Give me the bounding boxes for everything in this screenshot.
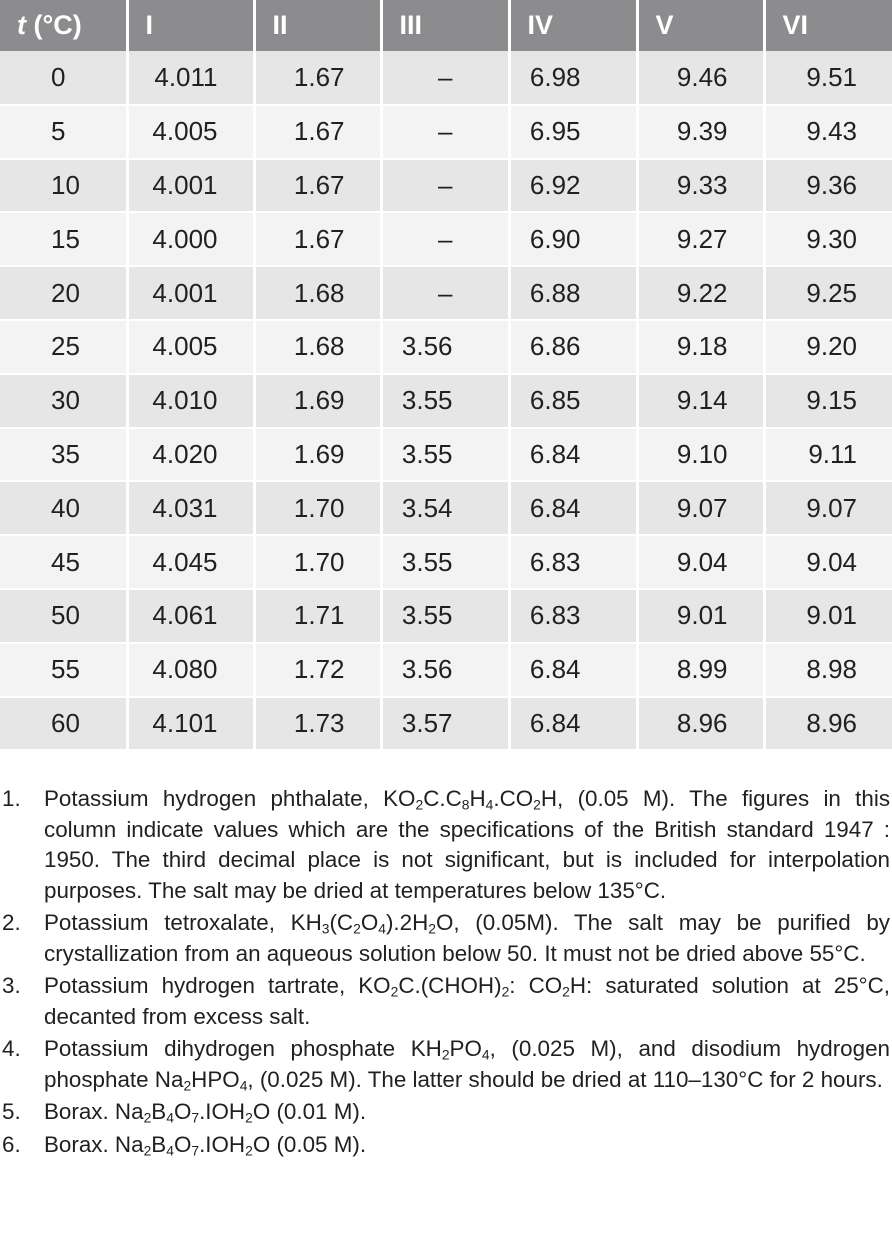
temperature-cell: 30	[0, 374, 127, 428]
footnote-text	[44, 1130, 892, 1161]
footnote-text-part: PO	[449, 1036, 482, 1061]
ph-value-cell: 1.70	[254, 481, 381, 535]
temperature-cell: 5	[0, 105, 127, 159]
subscript: 2	[562, 983, 570, 1000]
ph-value-cell: 6.84	[509, 481, 637, 535]
ph-value-cell: 9.07	[637, 481, 764, 535]
ph-value-cell: 6.84	[509, 697, 637, 751]
temperature-cell: 50	[0, 589, 127, 643]
ph-value-cell: 6.84	[509, 643, 637, 697]
ph-value-cell: 6.98	[509, 51, 637, 105]
table-row	[0, 481, 892, 535]
footnote-text-part: HPO	[191, 1066, 240, 1092]
table-row	[0, 320, 892, 374]
subscript: 7	[191, 1141, 200, 1158]
ph-value-cell: 9.11	[764, 428, 892, 482]
ph-value-cell: 4.101	[127, 697, 254, 751]
ph-value-cell: 1.69	[254, 428, 381, 482]
header-col-4: IV	[509, 0, 637, 51]
table-row	[0, 428, 892, 482]
ph-value-cell: 9.01	[637, 589, 764, 643]
footnote-text-part: .IOH	[199, 1099, 246, 1124]
ph-value-cell: 9.43	[764, 105, 892, 159]
subscript: 2	[390, 983, 399, 1000]
subscript: 2	[353, 920, 361, 937]
footnote-text-part: C.C	[423, 786, 462, 811]
header-temperature	[0, 0, 127, 51]
ph-value-cell: 1.72	[254, 643, 381, 697]
ph-value-cell: –	[381, 105, 509, 159]
ph-value-cell: 6.84	[509, 428, 637, 482]
footnote-text	[44, 971, 892, 1032]
footnote-text-part: B	[151, 1131, 167, 1157]
footnote-number: 6.	[2, 1131, 21, 1157]
footnote-number: 4.	[2, 1036, 21, 1061]
footnote-text-part: H, (0.05 M). The figures in this column indicate values which are the specifications of the British standard 1947 : 1950. The third decimal place is not significant, but is included for interpolation purposes. The salt may be dried at temperatures below 135°C.	[44, 786, 891, 903]
ph-value-cell: 3.55	[381, 374, 509, 428]
temperature-cell: 55	[0, 643, 127, 697]
ph-value-cell: 1.67	[254, 105, 381, 159]
ph-value-cell: 4.011	[127, 51, 254, 105]
footnote-text-part: C.(CHOH)	[398, 973, 502, 998]
footnote-text-part: , (0.025 M). The latter should be dried at 110–130°C for 2 hours.	[247, 1066, 883, 1092]
temperature-symbol: t	[17, 10, 26, 40]
ph-value-cell: 3.56	[381, 320, 509, 374]
subscript: 2	[501, 983, 510, 1000]
subscript: 2	[441, 1046, 450, 1063]
ph-value-cell: 3.54	[381, 481, 509, 535]
temperature-cell: 60	[0, 697, 127, 751]
footnote-text-part: O, (0.05M). The salt may be purified by crystallization from an aqueous solution below 50. It must not be dried above 55°C.	[44, 910, 890, 966]
subscript: 2	[143, 1109, 152, 1126]
ph-value-cell: 6.86	[509, 320, 637, 374]
ph-value-cell: 3.57	[381, 697, 509, 751]
footnotes	[0, 784, 892, 1162]
ph-value-cell: 3.55	[381, 535, 509, 589]
footnote-text-part: B	[151, 1099, 167, 1124]
ph-value-cell: 6.90	[509, 212, 637, 266]
ph-value-cell: –	[381, 266, 509, 320]
table-row	[0, 589, 892, 643]
ph-value-cell: 6.85	[509, 374, 637, 428]
footnote-text-part: H: saturated solution at 25°C, decanted from excess salt.	[44, 973, 890, 1029]
ph-value-cell: 1.70	[254, 535, 381, 589]
temperature-cell: 15	[0, 212, 127, 266]
table-row	[0, 374, 892, 428]
table-row	[0, 266, 892, 320]
ph-value-cell: 9.20	[764, 320, 892, 374]
ph-value-cell: 9.10	[637, 428, 764, 482]
subscript: 2	[533, 796, 541, 813]
ph-value-cell: 9.22	[637, 266, 764, 320]
ph-value-cell: 8.99	[637, 643, 764, 697]
subscript: 2	[245, 1109, 253, 1126]
footnote-item	[0, 784, 892, 906]
subscript: 2	[143, 1141, 152, 1158]
ph-value-cell: 6.95	[509, 105, 637, 159]
footnote-item	[0, 1034, 892, 1095]
footnote-text-part: .IOH	[199, 1131, 246, 1157]
ph-value-cell: 1.73	[254, 697, 381, 751]
subscript: 4	[485, 796, 494, 813]
subscript: 2	[415, 796, 424, 813]
ph-value-cell: 8.96	[637, 697, 764, 751]
subscript: 4	[166, 1141, 174, 1158]
ph-value-cell: 1.69	[254, 374, 381, 428]
ph-value-cell: 9.14	[637, 374, 764, 428]
ph-value-cell: 4.010	[127, 374, 254, 428]
ph-value-cell: –	[381, 51, 509, 105]
footnote-text-part: ).2H	[385, 910, 429, 935]
footnote-item	[0, 1130, 892, 1161]
footnote-text-part: Potassium hydrogen tartrate, KO	[44, 973, 391, 998]
subscript: 4	[481, 1046, 490, 1063]
footnote-text-part: , (0.025 M), and disodium hydrogen phosphate Na	[44, 1036, 890, 1092]
ph-value-cell: 1.68	[254, 320, 381, 374]
footnote-number: 1.	[2, 786, 21, 811]
ph-value-cell: 9.39	[637, 105, 764, 159]
temperature-cell: 35	[0, 428, 127, 482]
footnote-text-part: .CO	[493, 786, 534, 811]
ph-value-cell: 9.33	[637, 159, 764, 213]
subscript: 4	[239, 1076, 248, 1093]
table-row	[0, 643, 892, 697]
subscript: 3	[321, 920, 330, 937]
footnote-item	[0, 908, 892, 969]
ph-value-cell: 4.031	[127, 481, 254, 535]
temperature-cell: 25	[0, 320, 127, 374]
ph-value-cell: 4.000	[127, 212, 254, 266]
footnote-text-part: Potassium dihydrogen phosphate KH	[44, 1036, 442, 1061]
subscript: 2	[428, 920, 436, 937]
ph-value-cell: 9.46	[637, 51, 764, 105]
table-row	[0, 51, 892, 105]
subscript: 4	[166, 1109, 174, 1126]
ph-value-cell: 4.001	[127, 159, 254, 213]
table-body	[0, 51, 892, 750]
table-row	[0, 159, 892, 213]
ph-value-cell: 9.01	[764, 589, 892, 643]
table-row	[0, 697, 892, 751]
ph-value-cell: –	[381, 212, 509, 266]
temperature-cell: 40	[0, 481, 127, 535]
ph-value-cell: 4.020	[127, 428, 254, 482]
footnote-text-part: O	[173, 1131, 192, 1157]
ph-value-cell: 9.15	[764, 374, 892, 428]
ph-value-cell: 3.56	[381, 643, 509, 697]
footnote-text-part: Potassium hydrogen phthalate, KO	[44, 786, 416, 811]
table-header	[0, 0, 892, 51]
footnote-text	[44, 784, 892, 906]
ph-value-cell: 4.005	[127, 105, 254, 159]
footnote-number: 2.	[2, 910, 21, 935]
ph-value-cell: 9.18	[637, 320, 764, 374]
footnote-text-part: Potassium tetroxalate, KH	[44, 910, 322, 935]
header-col-3: III	[381, 0, 509, 51]
table-row	[0, 105, 892, 159]
footnote-text-part: (C	[329, 910, 354, 935]
ph-value-cell: 1.71	[254, 589, 381, 643]
subscript: 7	[191, 1109, 200, 1126]
ph-value-cell: 6.83	[509, 535, 637, 589]
footnote-item	[0, 971, 892, 1032]
table-row	[0, 535, 892, 589]
header-row	[0, 0, 892, 51]
temperature-cell: 10	[0, 159, 127, 213]
ph-value-cell: 9.36	[764, 159, 892, 213]
footnote-item	[0, 1097, 892, 1128]
ph-value-cell: 8.98	[764, 643, 892, 697]
ph-value-cell: 9.04	[637, 535, 764, 589]
footnote-text-part: O	[360, 910, 379, 935]
header-col-5: V	[637, 0, 764, 51]
temperature-unit: (°C)	[26, 10, 82, 40]
footnote-text-part: : CO	[509, 973, 563, 998]
ph-value-cell: 9.25	[764, 266, 892, 320]
header-col-2: II	[254, 0, 381, 51]
ph-value-cell: 4.061	[127, 589, 254, 643]
footnote-text	[44, 908, 892, 969]
subscript: 8	[461, 796, 470, 813]
footnote-text-part: H	[469, 786, 486, 811]
ph-value-cell: –	[381, 159, 509, 213]
ph-value-cell: 6.83	[509, 589, 637, 643]
ph-value-cell: 1.67	[254, 212, 381, 266]
ph-value-cell: 4.045	[127, 535, 254, 589]
header-col-1: I	[127, 0, 254, 51]
footnote-text-part: O (0.01 M).	[252, 1099, 367, 1124]
ph-value-cell: 8.96	[764, 697, 892, 751]
footnote-number: 3.	[2, 973, 21, 998]
header-col-6: VI	[764, 0, 892, 51]
ph-value-cell: 9.27	[637, 212, 764, 266]
subscript: 2	[245, 1141, 253, 1158]
footnote-text-part: Borax. Na	[44, 1099, 144, 1124]
ph-value-cell: 9.07	[764, 481, 892, 535]
ph-value-cell: 4.001	[127, 266, 254, 320]
ph-value-cell: 3.55	[381, 428, 509, 482]
ph-value-cell: 1.68	[254, 266, 381, 320]
ph-value-cell: 9.04	[764, 535, 892, 589]
ph-value-cell: 1.67	[254, 159, 381, 213]
ph-value-cell: 3.55	[381, 589, 509, 643]
temperature-cell: 20	[0, 266, 127, 320]
footnote-text	[44, 1034, 892, 1095]
ph-value-cell: 4.005	[127, 320, 254, 374]
ph-value-cell: 1.67	[254, 51, 381, 105]
temperature-cell: 45	[0, 535, 127, 589]
ph-value-cell: 9.30	[764, 212, 892, 266]
ph-value-cell: 4.080	[127, 643, 254, 697]
ph-value-cell: 6.92	[509, 159, 637, 213]
ph-value-cell: 6.88	[509, 266, 637, 320]
ph-value-cell: 9.51	[764, 51, 892, 105]
footnote-text-part: Borax. Na	[44, 1131, 144, 1157]
subscript: 4	[378, 920, 386, 937]
subscript: 2	[183, 1076, 192, 1093]
temperature-cell: 0	[0, 51, 127, 105]
footnote-text-part: O	[173, 1099, 192, 1124]
table-row	[0, 212, 892, 266]
footnote-text-part: O (0.05 M).	[252, 1131, 367, 1157]
footnote-number: 5.	[2, 1099, 21, 1124]
footnote-text	[44, 1097, 892, 1128]
